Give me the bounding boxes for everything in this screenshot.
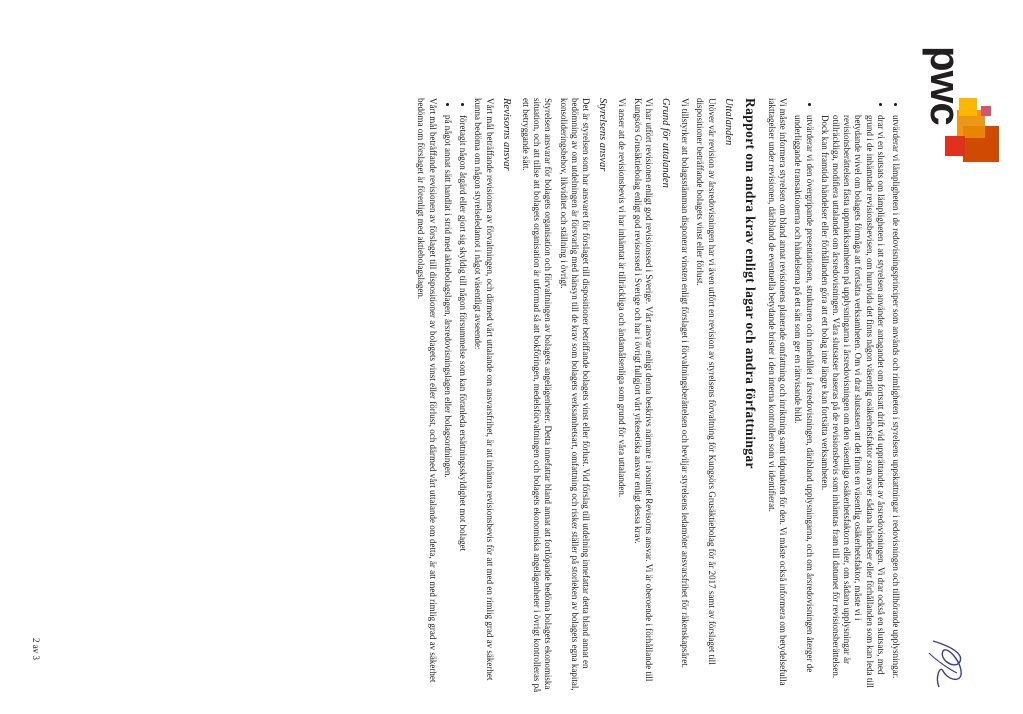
list-item: • utvärderar vi lämpligheten i de redovisningsprinciper som används och rimligheten i styrelsens uppskattningar i redovisningen och tillhörande upplysningar. xyxy=(890,115,901,694)
revisorns-paragraph-2: Vårt mål beträffande revisionen av förslaget till dispositioner av bolagets vinst eller förlust, och därmed vårt uttalande om detta, är att med rimlig grad av säkerhet bedöma om förslaget är förenligt med aktiebolagslagen. xyxy=(416,98,438,683)
logo-square-4 xyxy=(945,136,965,156)
logo-square-5 xyxy=(981,106,991,116)
logo-wordmark: pwc xyxy=(922,46,969,125)
section-heading: Rapport om andra krav enligt lagar och andra författningar xyxy=(742,98,758,469)
styrelsens-paragraph-1: Det är styrelsen som har ansvaret för förslaget till dispositioner beträffande bolagets vinst eller förlust. Vid förslag till utdelning innefattar detta bland annat en bedömning av om utdelningen är försvarlig med hänsyn till de krav som bolagets verksamhetsart, omfattning och risker ställer på storleken av bolagets egna kapital, konsolideringsbehov, likviditet och ställning i övrigt. xyxy=(558,98,591,691)
uttalanden-paragraph-2: Vi tillstyrker att bolagsstämman disponerar vinsten enligt förslaget i förvaltningsberättelsen och beviljar styrelsens ledamöter ansvarsfrihet för räkenskapsåret. xyxy=(680,98,691,669)
report-body xyxy=(411,98,901,694)
revisorns-heading: Revisorns ansvar xyxy=(500,98,512,171)
grund-paragraph-1: Vi har utfört revisionen enligt god revisionssed i Sverige. Vårt ansvar enligt denna beskrivs närmare i avsnittet Revisorns ansvar. Vi är oberoende i förhållande till Kungsörs Grusäktiebolag enligt god revisorssed i Sverige och har i övrigt fullgjort vårt yrkesetiska ansvar enligt dessa krav. xyxy=(632,98,654,682)
grund-paragraph-2: Vi anser att de revisionsbevis vi har inhämtat är tillräckliga och ändamålsenliga som grund för våra uttalanden. xyxy=(617,98,628,498)
page-number: 2 av 3 xyxy=(31,638,41,660)
uttalanden-paragraph-1: Utöver vår revision av årsredovisningen har vi även utfört en revision av styrelsens förvaltning för Kungsörs Grusäktiebolag för år 2017 samt av förslaget till dispositioner beträffande bolagets vinst eller förlust. xyxy=(695,98,717,665)
intro-bullet-list xyxy=(792,98,901,694)
revisorns-paragraph-1: Vårt mål beträffande revisionen av förvaltningen, och därmed vårt uttalande om ansvarsfrihet, är att inhämta revisionsbevis för att med en rimlig grad av säkerhet kunna bedöma om någon styrelseledamot i något väsentligt avseende: xyxy=(473,98,495,681)
list-item: • på något annat sätt handlat i strid med aktiebolagslagen, årsredovisningslagen eller bolagsordningen. xyxy=(442,115,453,694)
grund-heading: Grund för uttalanden xyxy=(659,98,671,188)
list-item: • företagit någon åtgärd eller gjort sig skyldig till någon försummelse som kan föranleda ersättningsskyldighet mot bolaget xyxy=(457,115,468,694)
styrelsens-heading: Styrelsens ansvar xyxy=(597,98,609,172)
styrelsens-paragraph-2: Styrelsen ansvarar för bolagets organisation och förvaltningen av bolagets angelägenheter. Detta innefattar bland annat att fortlöpande bedöma bolagets ekonomiska situation, och att tillse att bolagets organisation är utformad så att bokföringen, medelsförvaltningen och bolagets ekonomiska angelägenheter i övrigt kontrolleras på ett betryggande sätt. xyxy=(520,98,554,693)
list-item: • drar vi en slutsats om lämpligheten i att styrelsen använder antagandet om fortsatt drift vid upprättandet av årsredovisningen. Vi drar också en slutsats, med grund i de inhämtade revisionsbevisen, om huruvida det finns någon väsentlig osäkerhetsfaktor som avser sådana händelser eller förhållanden som kan leda till betydande tvivel om bolagets förmåga att fortsätta verksamheten. Om vi drar slutsatsen att det finns en väsentlig osäkerhetsfaktor, måste vi i revisionsberättelsen fästa uppmärksamheten på upplysningarna i årsredovisningen om den väsentliga osäkerhetsfaktorn eller, om sådana upplysningar är otillräckliga, modifiera uttalandet om årsredovisningen. Våra slutsatser baseras på de revisionsbevis som inhämtas fram till datumet för revisionsberättelsen. Dock kan framtida händelser eller förhållanden göra att ett bolag inte längre kan fortsätta verksamheten. xyxy=(819,115,886,694)
list-item: • utvärderar vi den övergripande presentationen, strukturen och innehållet i årsredovisningen, däribland upplysningarna, och om årsredovisningen återger de underliggande transaktionerna och händelserna på ett sätt som ger en rättvisande bild. xyxy=(792,115,814,694)
revisorns-bullet-list xyxy=(442,98,468,694)
pwc-logo xyxy=(909,46,999,166)
uttalanden-heading: Uttalanden xyxy=(722,98,734,146)
intro-paragraph: Vi måste informera styrelsen om bland annat revisionens planerade omfattning och inriktning samt tidpunkten för den. Vi måste också informera om betydelsefulla iakttagelser under revisionen, däribland de eventuella betydande brister i den interna kontrollen som vi identifierat. xyxy=(766,98,789,686)
handwritten-signature xyxy=(923,633,973,693)
